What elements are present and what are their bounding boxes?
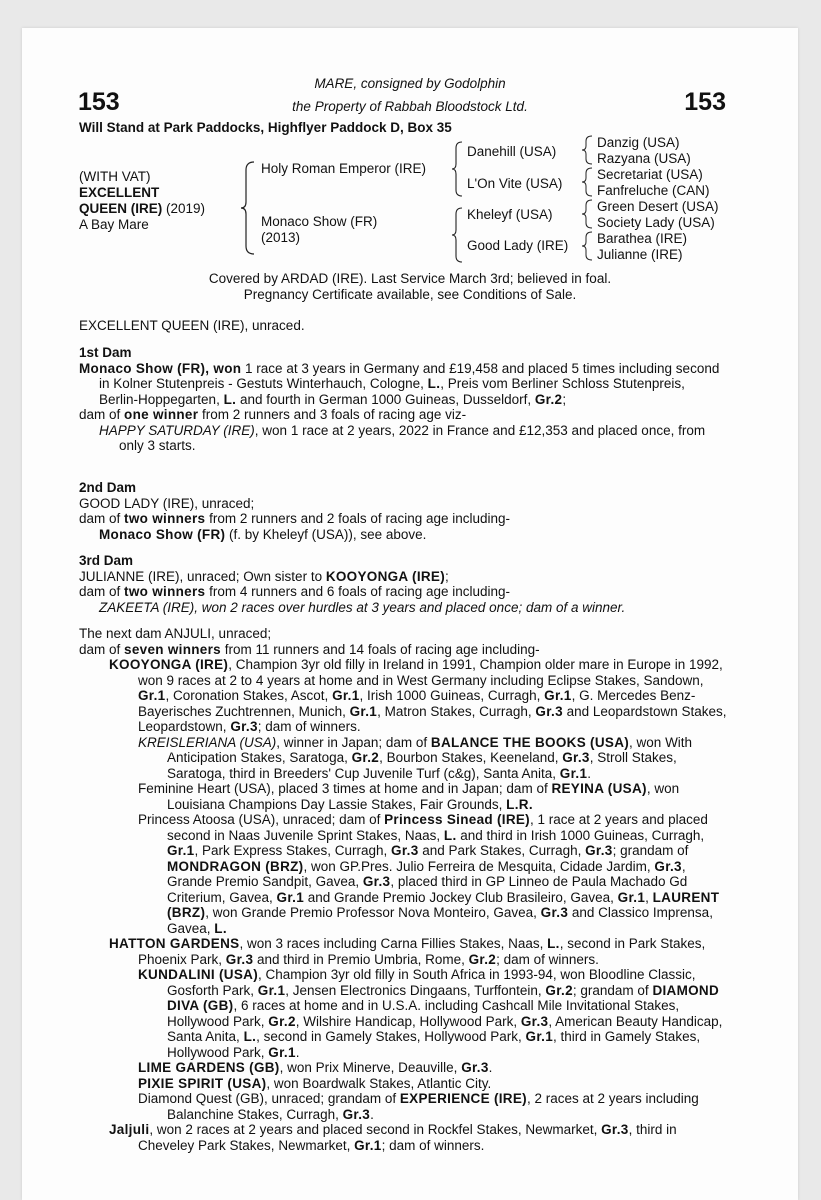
lot-number-left: 153 — [78, 88, 120, 116]
consignment-line-2: the Property of Rabbah Bloodstock Ltd. — [292, 99, 528, 114]
next-dam-produce: dam of seven winners from 11 runners and 14 foals of racing age including- — [79, 641, 540, 657]
pedigree-brace-sire — [451, 140, 465, 198]
jaljuli-entry: Jaljuli, won 2 races at 2 years and placed second in Rockfel Stakes, Newmarket, Gr.3, third in Cheveley Park Stakes, Newmarket, Gr.1; dam of winners. — [109, 1122, 677, 1153]
horse-name-line-1: EXCELLENT — [79, 185, 160, 200]
next-dam-section — [79, 626, 727, 1153]
hatton-gardens-entry: HATTON GARDENS, won 3 races including Carna Fillies Stakes, Naas, L., second in Park Stakes, Phoenix Park, Gr.3 and third in Premio Umbria, Rome, Gr.2; dam of winners. — [109, 936, 706, 967]
covered-line-1: Covered by ARDAD (IRE). Last Service March 3rd; believed in foal. — [208, 271, 612, 286]
lot-number-right: 153 — [684, 88, 726, 116]
third-dam-heading: 3rd Dam — [79, 553, 134, 568]
dam-sire-sire: Green Desert (USA) — [597, 199, 719, 214]
dam-name: Monaco Show (FR) — [261, 214, 378, 229]
third-dam-foal: ZAKEETA (IRE), won 2 races over hurdles at 3 years and placed once; dam of a winner. — [99, 599, 626, 615]
next-dam-line: The next dam ANJULI, unraced; — [79, 626, 272, 641]
second-dam-foal: Monaco Show (FR) (f. by Kheleyf (USA)), see above. — [99, 526, 427, 542]
dam-sire: Kheleyf (USA) — [467, 207, 553, 222]
sire-sire-dam: Razyana (USA) — [597, 151, 691, 166]
second-dam-heading: 2nd Dam — [79, 480, 137, 495]
covered-info — [22, 271, 798, 303]
sire: Holy Roman Emperor (IRE) — [261, 161, 427, 176]
horse-year: (2019) — [162, 201, 206, 216]
pedigree-brace-dam — [451, 206, 465, 264]
sire-dam: L'On Vite (USA) — [467, 176, 563, 191]
dam-dam-sire: Barathea (IRE) — [597, 231, 688, 246]
dam-dam-dam: Julianne (IRE) — [597, 247, 683, 262]
kundalini-entry: KUNDALINI (USA), Champion 3yr old filly in South Africa in 1993-94, won Bloodline Classic, Gosforth Park, Gr.1, Jensen Electronics Dingaans, Turffontein, Gr.2; grandam of DIAMOND DIVA (GB), 6 races at home and in U.S.A. including Cashcall Mile Invitational Stakes, Hollywood Park, Gr.2, Wilshire Handicap, Hollywood Park, Gr.3, American Beauty Handicap, Santa Anita, L., second in Gamely Stakes, Hollywood Park, Gr.1, third in Gamely Stakes, Hollywood Park, Gr.1. — [138, 967, 723, 1060]
first-dam-name: Monaco Show (FR), won — [79, 360, 242, 376]
vat-label: (WITH VAT) — [79, 169, 151, 184]
brace-ss — [581, 134, 595, 166]
horse-name-line-2: QUEEN (IRE) — [79, 201, 163, 216]
second-dam-line: GOOD LADY (IRE), unraced; — [79, 495, 255, 511]
unraced-line: EXCELLENT QUEEN (IRE), unraced. — [79, 318, 305, 333]
sire-sire: Danehill (USA) — [467, 144, 557, 159]
dam-dam: Good Lady (IRE) — [467, 238, 569, 253]
dam-year: (2013) — [261, 230, 301, 245]
diamond-quest-entry: Diamond Quest (GB), unraced; grandam of EXPERIENCE (IRE), 2 races at 2 years including Balanchine Stakes, Curragh, Gr.3. — [138, 1091, 699, 1122]
catalogue-page — [22, 28, 798, 1200]
sire-dam-sire: Secretariat (USA) — [597, 167, 703, 182]
dam-sire-dam: Society Lady (USA) — [597, 215, 715, 230]
first-dam-record: Monaco Show (FR), won 1 race at 3 years in Germany and £19,458 and placed 5 times including second in Kolner Stutenpreis - Gestuts Winterhauch, Cologne, L., Preis vom Berliner Schloss Stutenpreis, Berlin-Hoppegarten, L. and fourth in German 1000 Guineas, Dusseldorf, Gr.2; — [79, 360, 720, 407]
brace-ds — [581, 198, 595, 230]
third-dam-section — [79, 553, 727, 615]
pedigree-brace-main — [240, 160, 258, 256]
kooyonga-entry: KOOYONGA (IRE), Champion 3yr old filly in Ireland in 1991, Champion older mare in Europe in 1992, won 9 races at 2 to 4 years at home and in West Germany including Eclipse Stakes, Sandown, Gr.1, Coronation Stakes, Ascot, Gr.1, Irish 1000 Guineas, Curragh, Gr.1, G. Mercedes Benz-Bayerisches Zuchtrennen, Munich, Gr.1, Matron Stakes, Curragh, Gr.3 and Leopardstown Stakes, Leopardstown, Gr.3; dam of winners. — [109, 657, 727, 734]
pixie-spirit-entry: PIXIE SPIRIT (USA), won Boardwalk Stakes, Atlantic City. — [138, 1075, 492, 1091]
second-dam-produce: dam of two winners from 2 runners and 2 foals of racing age including- — [79, 511, 511, 526]
first-dam-produce: dam of one winner from 2 runners and 3 foals of racing age viz- — [79, 407, 467, 422]
brace-dd — [581, 230, 595, 262]
lime-gardens-entry: LIME GARDENS (GB), won Prix Minerve, Deauville, Gr.3. — [138, 1060, 493, 1075]
first-dam-foal: HAPPY SATURDAY (IRE), won 1 race at 2 years, 2022 in France and £12,353 and placed once, from only 3 starts. — [99, 422, 706, 453]
princess-atoosa-entry: Princess Atoosa (USA), unraced; dam of Princess Sinead (IRE), 1 race at 2 years and placed second in Naas Juvenile Sprint Stakes, Naas, L. and third in Irish 1000 Guineas, Curragh, Gr.1, Park Express Stakes, Curragh, Gr.3 and Park Stakes, Curragh, Gr.3; grandam of MONDRAGON (BRZ), won GP.Pres. Julio Ferreira de Mesquita, Cidade Jardim, Gr.3, Grande Premio Sandpit, Gavea, Gr.3, placed third in GP Linneo de Paula Machado Gd Criterium, Gavea, Gr.1 and Grande Premio Jockey Club Brasileiro, Gavea, Gr.1, LAURENT (BRZ), won Grande Premio Professor Nova Monteiro, Gavea, Gr.3 and Classico Imprensa, Gavea, L. — [138, 812, 720, 936]
consignment — [22, 72, 798, 118]
horse-block — [79, 169, 239, 233]
consignment-line-1: MARE, consigned by Godolphin — [314, 76, 506, 91]
second-dam-section — [79, 480, 727, 542]
covered-line-2: Pregnancy Certificate available, see Conditions of Sale. — [243, 287, 577, 302]
feminine-heart-entry: Feminine Heart (USA), placed 3 times at home and in Japan; dam of REYINA (USA), won Louisiana Champions Day Lassie Stakes, Fair Grounds, L.R. — [138, 781, 680, 812]
dam — [261, 214, 377, 246]
third-dam-line: JULIANNE (IRE), unraced; Own sister to KOOYONGA (IRE); — [79, 568, 449, 584]
brace-sd — [581, 166, 595, 198]
sire-sire-sire: Danzig (USA) — [597, 135, 680, 150]
sire-dam-dam: Fanfreluche (CAN) — [597, 183, 710, 198]
first-dam-section — [79, 345, 727, 454]
third-dam-produce: dam of two winners from 4 runners and 6 foals of racing age including- — [79, 584, 511, 599]
first-dam-heading: 1st Dam — [79, 345, 132, 360]
horse-description: A Bay Mare — [79, 217, 149, 232]
kreisleriana-entry: KREISLERIANA (USA), winner in Japan; dam of BALANCE THE BOOKS (USA), won With Anticipation Stakes, Saratoga, Gr.2, Bourbon Stakes, Keeneland, Gr.3, Stroll Stakes, Saratoga, third in Breeders' Cup Juvenile Turf (c&g), Santa Anita, Gr.1. — [138, 734, 693, 781]
stand-location: Will Stand at Park Paddocks, Highflyer Paddock D, Box 35 — [79, 120, 452, 135]
